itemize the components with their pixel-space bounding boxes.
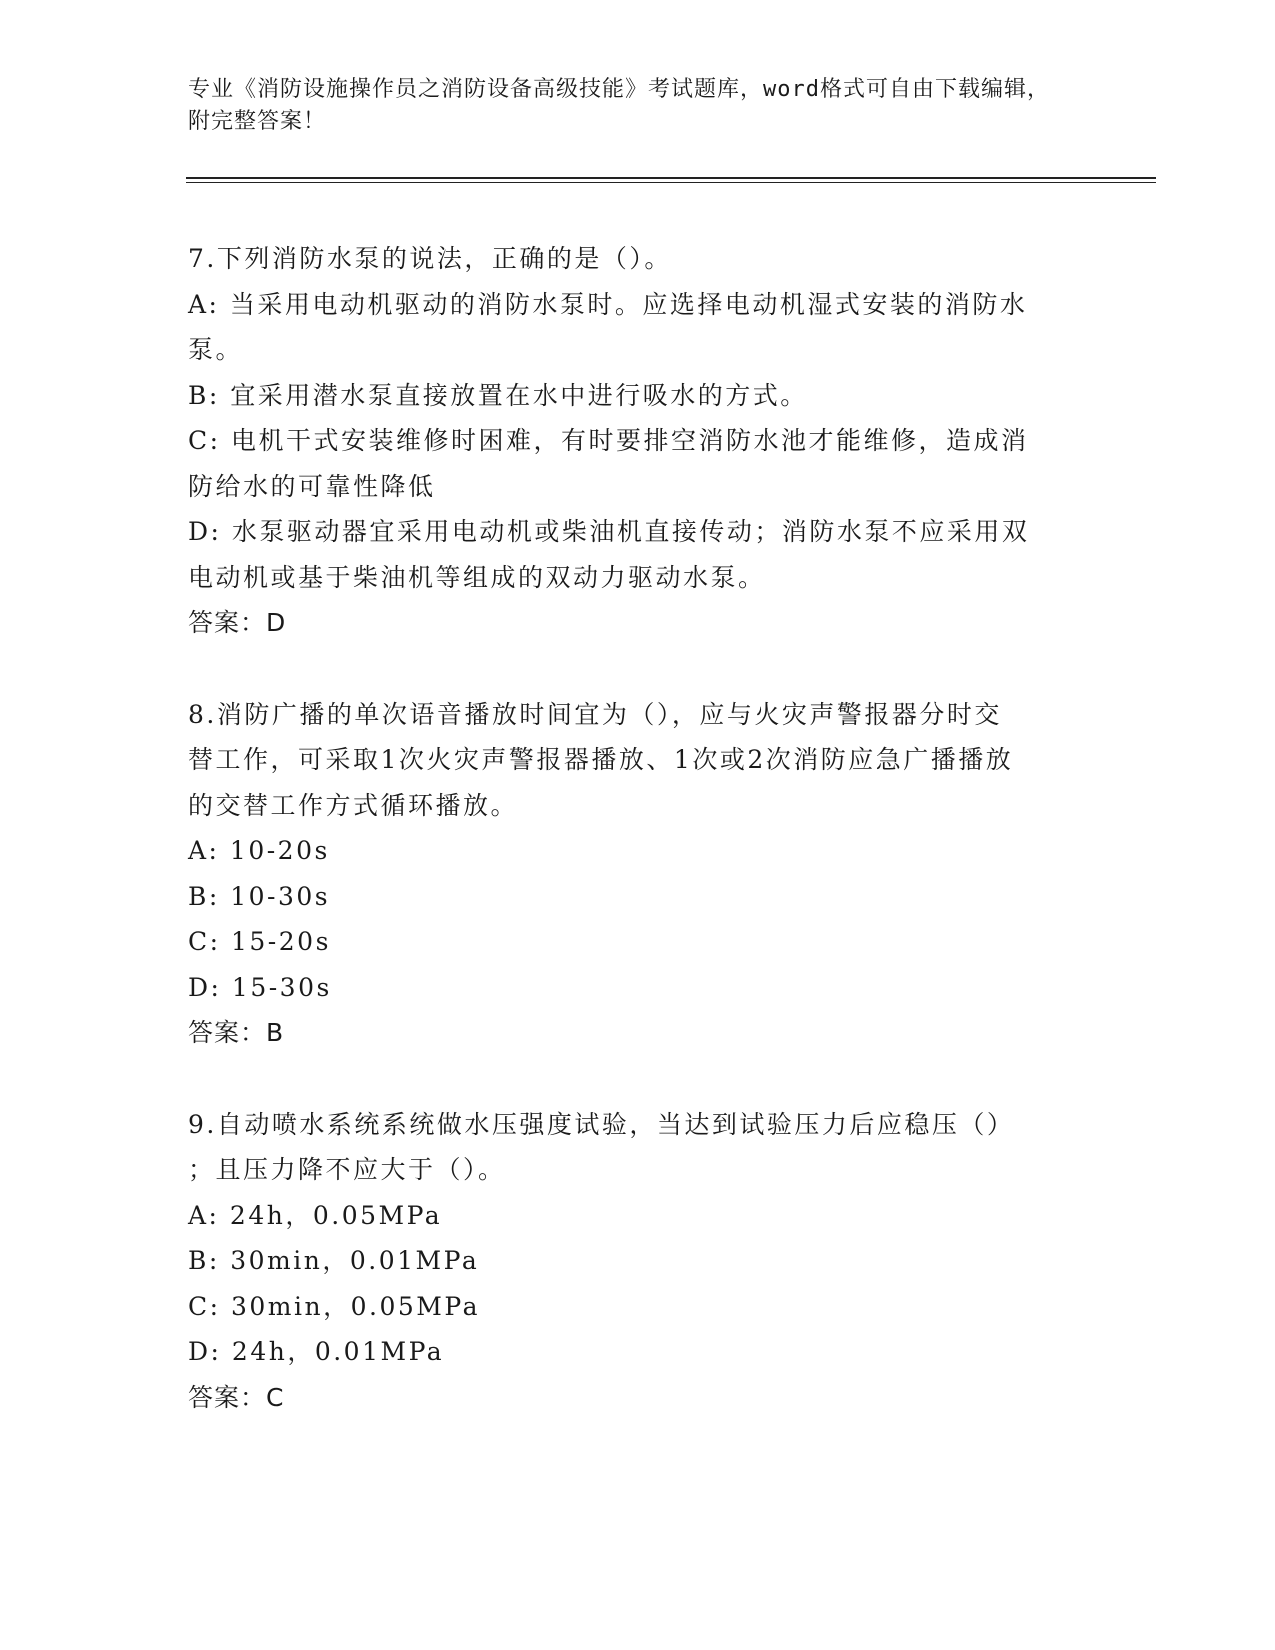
spacer — [188, 646, 1088, 692]
spacer — [188, 1056, 1088, 1102]
question-stem: 8.消防广播的单次语音播放时间宜为（），应与火灾声警报器分时交 — [188, 699, 1002, 729]
answer-line: 答案：C — [188, 1382, 285, 1412]
question-8 — [188, 692, 1088, 1056]
header-divider — [186, 177, 1156, 183]
question-stem-cont: 的交替工作方式循环播放。 — [188, 790, 519, 820]
option-a: A: 24h，0.05MPa — [188, 1200, 443, 1230]
answer-line: 答案：D — [188, 608, 287, 637]
option-a-cont: 泵。 — [188, 335, 244, 364]
option-a: A: 当采用电动机驱动的消防水泵时。应选择电动机湿式安装的消防水 — [188, 289, 1028, 319]
option-c: C: 15-20s — [188, 927, 331, 956]
option-b: B: 10-30s — [188, 881, 331, 911]
option-d: D: 15-30s — [188, 972, 332, 1002]
document-header: 专业《消防设施操作员之消防设备高级技能》考试题库，word格式可自由下载编辑，附完整答案！ — [188, 77, 1050, 134]
option-c: C: 30min，0.05MPa — [188, 1291, 480, 1321]
question-7 — [188, 236, 1088, 646]
question-9 — [188, 1102, 1088, 1421]
answer-line: 答案：B — [188, 1018, 285, 1047]
question-stem: 7.下列消防水泵的说法，正确的是（）。 — [188, 244, 672, 273]
question-stem: 9.自动喷水系统系统做水压强度试验，当达到试验压力后应稳压（） — [188, 1109, 1015, 1139]
option-d: D: 水泵驱动器宜采用电动机或柴油机直接传动；消防水泵不应采用双 — [188, 517, 1030, 546]
option-d-cont: 电动机或基于柴油机等组成的双动力驱动水泵。 — [188, 562, 766, 592]
question-stem-cont: 替工作，可采取1次火灾声警报器播放、1次或2次消防应急广播播放 — [188, 745, 1014, 774]
question-list — [188, 236, 1088, 1420]
option-c: C: 电机干式安装维修时困难，有时要排空消防水池才能维修，造成消 — [188, 426, 1029, 455]
question-stem-cont: ；且压力降不应大于（）。 — [188, 1155, 506, 1184]
option-c-cont: 防给水的可靠性降低 — [188, 471, 436, 501]
option-a: A: 10-20s — [188, 836, 330, 865]
option-b: B: 30min，0.01MPa — [188, 1246, 480, 1275]
option-d: D: 24h，0.01MPa — [188, 1337, 445, 1366]
option-b: B: 宜采用潜水泵直接放置在水中进行吸水的方式。 — [188, 380, 808, 410]
